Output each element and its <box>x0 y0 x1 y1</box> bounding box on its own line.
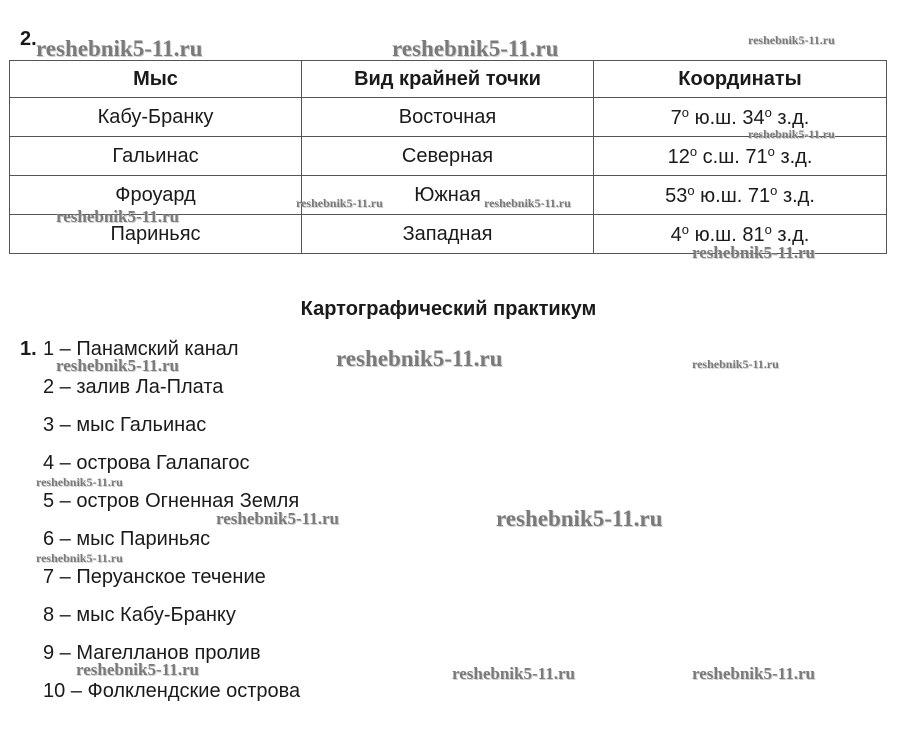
list-item: 4 – острова Галапагос <box>43 452 250 474</box>
list-item: 2 – залив Ла-Плата <box>43 376 224 398</box>
list-item: 9 – Магелланов пролив <box>43 642 261 664</box>
watermark: reshebnik5-11.ru <box>692 243 815 262</box>
list-item: 1 – Панамский канал <box>43 338 239 360</box>
header-coordinates: Координаты <box>594 61 887 98</box>
list-item: 10 – Фолклендские острова <box>43 680 301 702</box>
coordinates: $12^о$ с.ш. $71^о$ з.д. <box>594 137 887 176</box>
watermark: reshebnik5-11.ru <box>56 207 179 226</box>
watermark: reshebnik5-11.ru <box>216 509 339 528</box>
watermark: reshebnik5-11.ru <box>76 660 199 679</box>
header-point-type: Вид крайней точки <box>302 61 594 98</box>
coordinates: $4^о$ ю.ш. $81^о$ з.д. <box>594 215 887 254</box>
watermark: reshebnik5-11.ru <box>56 356 179 375</box>
watermark: reshebnik5-11.ru <box>692 357 779 371</box>
cape-name: Кабу-Бранку <box>10 98 302 137</box>
task-2-number: 2. <box>20 28 37 50</box>
watermark: reshebnik5-11.ru <box>748 33 835 47</box>
watermark: reshebnik5-11.ru <box>692 664 815 683</box>
cape-name: Париньяс <box>10 215 302 254</box>
watermark: reshebnik5-11.ru <box>36 36 203 61</box>
task-1-number: 1. <box>20 338 37 360</box>
watermark: reshebnik5-11.ru <box>748 127 835 141</box>
point-type: Северная <box>302 137 594 176</box>
list-item: 8 – мыс Кабу-Бранку <box>43 604 236 626</box>
point-type: Восточная <box>302 98 594 137</box>
watermark: reshebnik5-11.ru <box>392 36 559 61</box>
point-type: Южная <box>302 176 594 215</box>
watermark: reshebnik5-11.ru <box>336 346 503 371</box>
point-type: Западная <box>302 215 594 254</box>
list-item: 5 – остров Огненная Земля <box>43 490 300 512</box>
list-item: 3 – мыс Гальинас <box>43 414 207 436</box>
section-title: Картографический практикум <box>300 298 597 320</box>
watermark: reshebnik5-11.ru <box>496 506 663 531</box>
watermark: reshebnik5-11.ru <box>36 551 123 565</box>
list-item: 7 – Перуанское течение <box>43 566 266 588</box>
watermark: reshebnik5-11.ru <box>484 196 571 210</box>
table-row <box>10 137 887 176</box>
list-item: 6 – мыс Париньяс <box>43 528 211 550</box>
coordinates: $53^о$ ю.ш. $71^о$ з.д. <box>594 176 887 215</box>
watermark: reshebnik5-11.ru <box>452 664 575 683</box>
table-header-row <box>10 61 887 98</box>
watermark: reshebnik5-11.ru <box>296 196 383 210</box>
coordinates: $7^о$ ю.ш. $34^о$ з.д. <box>594 98 887 137</box>
header-cape: Мыс <box>10 61 302 98</box>
cape-name: Фроуард <box>10 176 302 215</box>
watermark: reshebnik5-11.ru <box>36 475 123 489</box>
cape-name: Гальинас <box>10 137 302 176</box>
